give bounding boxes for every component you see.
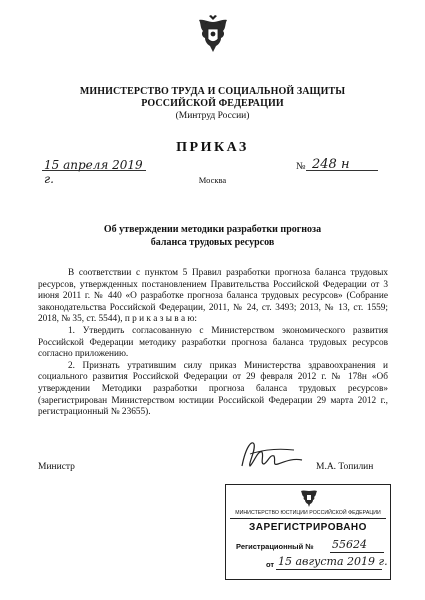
document-title <box>60 224 365 249</box>
signer-title: Министр <box>38 462 75 472</box>
stamp-date-label: от <box>266 560 275 569</box>
ministry-name-line2: РОССИЙСКОЙ ФЕДЕРАЦИИ <box>141 98 284 109</box>
stamp-date-underline <box>276 569 382 570</box>
signer-name: М.А. Топилин <box>316 462 374 472</box>
stamp-registration-date: 15 августа 2019 г. <box>278 555 388 568</box>
document-title-line2: баланса трудовых ресурсов <box>150 236 275 248</box>
ministry-name-line1: МИНИСТЕРСТВО ТРУДА И СОЦИАЛЬНОЙ ЗАЩИТЫ <box>79 86 346 97</box>
handwritten-date: 15 апреля 2019 г. <box>44 158 143 186</box>
stamp-registration-number: 55624 <box>332 538 367 551</box>
stamp-divider <box>230 518 386 519</box>
ministry-short-name: (Минтруд России) <box>175 111 250 121</box>
number-prefix: № <box>296 161 306 172</box>
document-body <box>38 268 388 419</box>
registration-stamp <box>225 484 391 580</box>
city: Москва <box>198 175 227 185</box>
handwritten-order-number: 248 н <box>312 157 350 172</box>
body-paragraph: В соответствии с пунктом 5 Правил разработки прогноза баланса трудовых ресурсов, утвержденных постановлением Правительства Российской Федерации от 3 июня 2011 г. № 440 «О разработке прогноза баланса трудовых ресурсов» (Собрание законодательства Российской Федерации, 2011, № 24, ст. 3493; 2013, № 13, ст. 1559; 2018, № 35, ст. 5544), п р и к а з ы в а ю: <box>38 268 388 325</box>
stamp-authority: МИНИСТЕРСТВО ЮСТИЦИИ РОССИЙСКОЙ ФЕДЕРАЦИИ <box>235 510 381 516</box>
stamp-emblem-icon <box>300 488 318 508</box>
date-underline <box>42 170 146 171</box>
document-type: ПРИКАЗ <box>176 140 249 155</box>
stamp-registration-underline <box>330 552 384 553</box>
handwritten-signature-icon <box>236 436 306 476</box>
document-title-line1: Об утверждении методики разработки прогноза <box>103 224 322 235</box>
body-paragraph: 2. Признать утратившим силу приказ Министерства здравоохранения и социального развития Российской Федерации от 29 февраля 2012 г. № 178н «Об утверждении Методики разработки прогноза баланса трудовых ресурсов» (зарегистрирован Министерством юстиции Российской Федерации 29 марта 2012 г., регистрационный № 23655). <box>38 360 388 418</box>
stamp-registration-label: Регистрационный № <box>236 542 314 551</box>
number-underline <box>306 170 378 171</box>
coat-of-arms-icon <box>196 14 230 54</box>
body-paragraph: 1. Утвердить согласованную с Министерством экономического развития Российской Федерации методику разработки прогноза баланса трудовых ресурсов согласно приложению. <box>38 325 388 360</box>
stamp-status: ЗАРЕГИСТРИРОВАНО <box>249 522 367 533</box>
ministry-name <box>60 86 365 110</box>
